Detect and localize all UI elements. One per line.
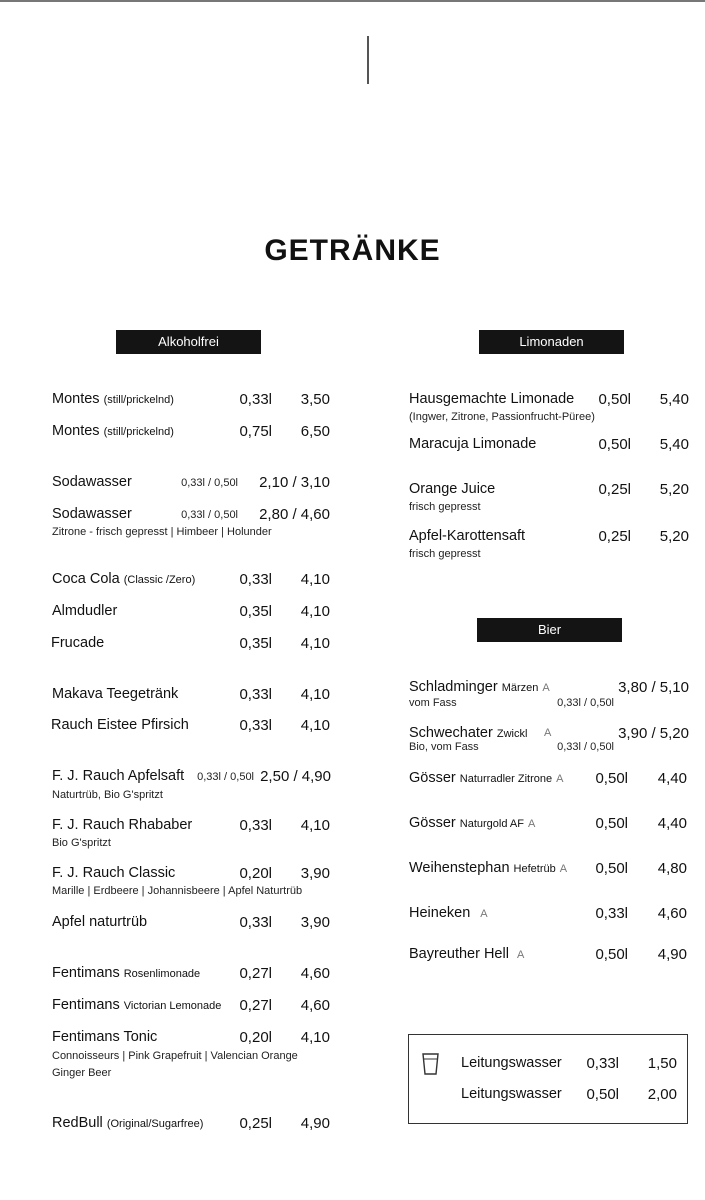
menu-item-volume: 0,25l [598,528,631,545]
menu-item-name: Almdudler [52,603,118,619]
menu-item-price: 4,40 [657,815,687,832]
menu-item-description: Ginger Beer [52,1067,112,1079]
menu-item-name: Makava Teegetränk [52,686,179,702]
menu-item-name: Montes (still/prickelnd) [52,391,174,407]
section-header-alkoholfrei: Alkoholfrei [116,330,261,354]
menu-item-price: 5,40 [659,391,689,408]
menu-item-name: Frucade [51,635,105,651]
menu-item-volume: 0,33l [239,391,272,408]
menu-item-price: 4,10 [300,717,330,734]
menu-item-volume: 0,75l [239,423,272,440]
menu-item-price: 5,40 [659,436,689,453]
menu-item-volume: 0,50l [598,391,631,408]
menu-item-volume: 0,50l [595,946,628,963]
menu-item-name: Montes (still/prickelnd) [52,423,174,439]
menu-item-volume: 0,50l [598,436,631,453]
glass-icon [422,1053,439,1075]
menu-item-description: Zitrone - frisch gepresst | Himbeer | Holunder [52,526,272,538]
menu-item-name: Apfel-Karottensaft [409,528,526,544]
menu-item-volume: 0,33l / 0,50l [197,771,254,783]
menu-item-name: Apfel naturtrüb [52,914,148,930]
menu-item-volume: 0,25l [239,1115,272,1132]
menu-item-volume: 0,27l [239,965,272,982]
menu-item-price: 4,10 [300,603,330,620]
menu-item-price: 4,10 [300,686,330,703]
menu-item-name: Coca Cola (Classic /Zero) [52,571,196,587]
menu-item-name: F. J. Rauch Apfelsaft [52,768,185,784]
menu-item-description: Bio, vom Fass [409,741,479,753]
menu-item-name: Fentimans Victorian Lemonade [52,997,222,1013]
menu-item-price: 2,50 / 4,90 [260,768,331,785]
menu-item-volume: 0,20l [239,1029,272,1046]
menu-item-name: Leitungswasser [461,1086,562,1102]
menu-item-price: 4,90 [300,1115,330,1132]
menu-item-price: 2,00 [647,1086,677,1103]
menu-item-price: 4,40 [657,770,687,787]
menu-item-volume: 0,33l / 0,50l [181,509,238,521]
menu-item-name: Schladminger Märzen A [409,679,550,695]
menu-item-description: (Ingwer, Zitrone, Passionfrucht-Püree) [409,411,595,423]
menu-item-price: 4,10 [300,1029,330,1046]
menu-item-name: Heineken A [409,905,488,921]
menu-item-name: Weihenstephan Hefetrüb A [409,860,568,876]
menu-item-volume: 0,20l [239,865,272,882]
menu-item-name: Schwechater Zwickl [409,725,528,741]
menu-item-name: Sodawasser [52,474,132,490]
menu-item-volume: 0,35l [239,603,272,620]
page-title: GETRÄNKE [264,234,441,267]
menu-item-price: 3,50 [300,391,330,408]
menu-item-volume: 0,33l [239,914,272,931]
menu-item-price: 4,60 [300,997,330,1014]
menu-item-price: 1,50 [647,1055,677,1072]
menu-item-volume: 0,33l [239,817,272,834]
menu-item-price: 3,90 [300,865,330,882]
menu-item-description: Naturtrüb, Bio G'spritzt [52,789,163,801]
menu-item-description: frisch gepresst [409,548,481,560]
menu-item-name: F. J. Rauch Rhababer [52,817,193,833]
menu-item-price: 3,80 / 5,10 [618,679,689,696]
menu-item-name: Fentimans Tonic [52,1029,158,1045]
menu-item-price: 3,90 [300,914,330,931]
menu-item-name: Sodawasser [52,506,132,522]
menu-item-description: frisch gepresst [409,501,481,513]
menu-item-price: 2,10 / 3,10 [259,474,330,491]
menu-item-price: 5,20 [659,481,689,498]
menu-item-description: Bio G'spritzt [52,837,111,849]
menu-item-price: 4,80 [657,860,687,877]
menu-item-price: 4,60 [300,965,330,982]
menu-item-price: 3,90 / 5,20 [618,725,689,742]
menu-item-price: 5,20 [659,528,689,545]
tap-water-box [408,1034,688,1124]
menu-item-volume: 0,33l [239,717,272,734]
menu-item-name: Gösser Naturradler Zitrone A [409,770,564,786]
menu-item-volume: 0,50l [595,860,628,877]
menu-item-volume: 0,27l [239,997,272,1014]
menu-item-price: 4,90 [657,946,687,963]
menu-item-price: 4,10 [300,571,330,588]
menu-item-price: 4,10 [300,817,330,834]
section-header-bier: Bier [477,618,622,642]
menu-item-name: Hausgemachte Limonade [409,391,575,407]
menu-item-description: Marille | Erdbeere | Johannisbeere | Apfel Naturtrüb [52,885,303,897]
top-border [0,0,705,2]
menu-item-name: F. J. Rauch Classic [52,865,176,881]
menu-item-price: 4,10 [300,635,330,652]
allergen-marker: A [544,727,552,739]
menu-item-name: Gösser Naturgold AF A [409,815,536,831]
menu-item-volume: 0,50l [586,1086,619,1103]
menu-item-volume: 0,33l [586,1055,619,1072]
menu-item-name: Orange Juice [409,481,496,497]
menu-item-volume: 0,50l [595,815,628,832]
menu-item-name: Leitungswasser [461,1055,562,1071]
menu-item-volume: 0,33l [595,905,628,922]
menu-item-price: 6,50 [300,423,330,440]
menu-item-volume: 0,35l [239,635,272,652]
menu-item-description: Connoisseurs | Pink Grapefruit | Valencian Orange [52,1050,298,1062]
menu-item-name: Fentimans Rosenlimonade [52,965,201,981]
menu-item-name: RedBull (Original/Sugarfree) [52,1115,204,1131]
menu-item-price: 2,80 / 4,60 [259,506,330,523]
menu-item-volume: 0,33l / 0,50l [181,477,238,489]
menu-item-volume: 0,50l [595,770,628,787]
menu-item-name: Bayreuther Hell A [409,946,525,962]
divider-line [367,36,369,84]
menu-item-volume: 0,25l [598,481,631,498]
section-header-limonaden: Limonaden [479,330,624,354]
menu-item-volume: 0,33l / 0,50l [557,697,614,709]
menu-item-price: 4,60 [657,905,687,922]
menu-item-name: Maracuja Limonade [409,436,537,452]
menu-item-volume: 0,33l / 0,50l [557,741,614,753]
menu-item-name: Rauch Eistee Pfirsich [51,717,189,733]
menu-item-description: vom Fass [409,697,457,709]
menu-item-volume: 0,33l [239,571,272,588]
menu-item-volume: 0,33l [239,686,272,703]
